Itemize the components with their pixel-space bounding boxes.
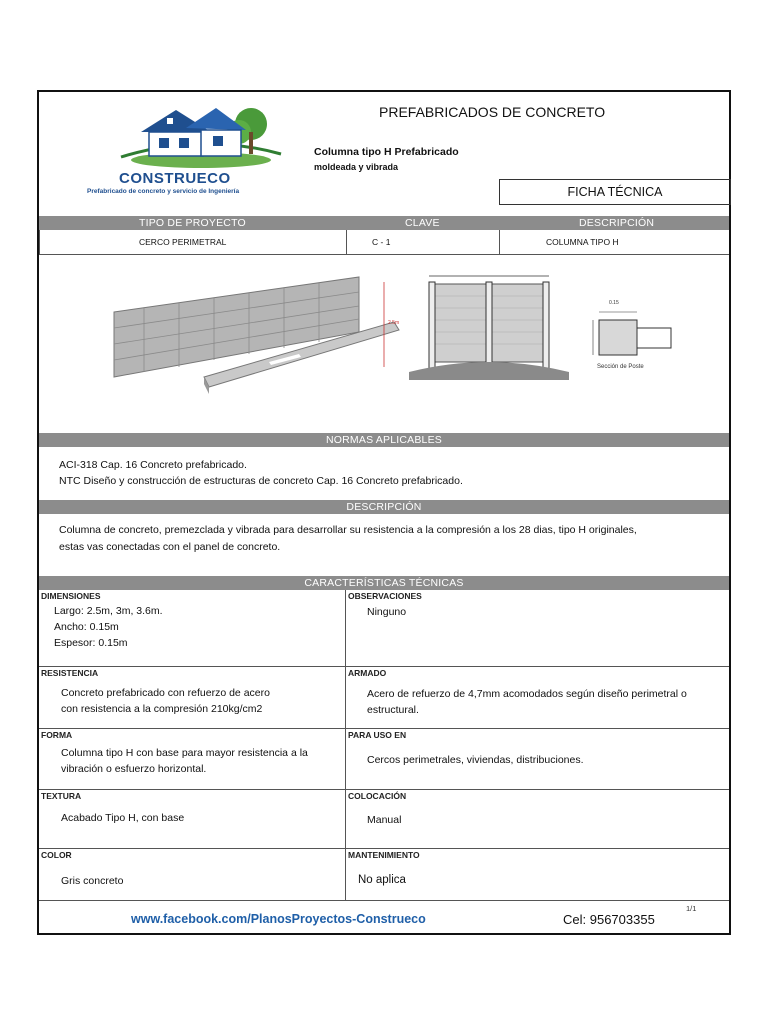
textura-value: Acabado Tipo H, con base — [61, 812, 185, 824]
observaciones-label: OBSERVACIONES — [348, 591, 422, 601]
dim-height-label: 2.5m — [388, 320, 400, 326]
product-name: Columna tipo H Prefabricado — [314, 146, 459, 158]
resistencia-line-2: con resistencia a la compresión 210kg/cm2 — [61, 703, 263, 715]
resistencia-line-1: Concreto prefabricado con refuerzo de acero — [61, 687, 270, 699]
logo-brand: CONSTRUECO — [119, 170, 231, 187]
forma-label: FORMA — [41, 730, 73, 740]
para-uso-label: PARA USO EN — [348, 730, 407, 740]
mantenimiento-label: MANTENIMIENTO — [348, 850, 420, 860]
page-number: 1/1 — [686, 904, 697, 913]
header-descripcion: DESCRIPCIÓN — [579, 217, 655, 229]
dim-ancho: Ancho: 0.15m — [54, 621, 119, 633]
colocacion-value: Manual — [367, 814, 402, 826]
dim-width-label: 0.15 — [609, 300, 619, 306]
product-subtitle: moldeada y vibrada — [314, 162, 399, 172]
project-table-header — [39, 216, 729, 230]
phone-number: Cel: 956703355 — [563, 912, 655, 927]
logo-tagline: Prefabricado de concreto y servicio de Ingeniería — [87, 188, 240, 195]
norma-line-1: ACI-318 Cap. 16 Concreto prefabricado. — [59, 459, 247, 471]
page-title: PREFABRICADOS DE CONCRETO — [379, 104, 606, 120]
descripcion-header: DESCRIPCIÓN — [39, 500, 729, 514]
header-tipo-proyecto: TIPO DE PROYECTO — [139, 217, 246, 229]
sheet-type: FICHA TÉCNICA — [567, 185, 663, 199]
observaciones-value: Ninguno — [367, 606, 407, 618]
color-label: COLOR — [41, 850, 72, 860]
house-logo-icon — [101, 102, 301, 172]
mantenimiento-value: No aplica — [358, 874, 406, 886]
armado-line-1: Acero de refuerzo de 4,7mm acomodados según diseño perimetral o — [367, 688, 687, 700]
caracteristicas-header: CARACTERÍSTICAS TÉCNICAS — [39, 576, 729, 590]
descripcion-line-1: Columna de concreto, premezclada y vibrada para desarrollar su resistencia a la compresión a los 28 dias, tipo H originales, — [59, 524, 637, 536]
sheet-type-box — [499, 179, 731, 205]
dimensiones-label: DIMENSIONES — [41, 591, 101, 601]
norma-line-2: NTC Diseño y construcción de estructuras de concreto Cap. 16 Concreto prefabricado. — [59, 475, 463, 487]
dim-largo: Largo: 2.5m, 3m, 3.6m. — [54, 605, 163, 617]
company-logo — [87, 102, 301, 197]
facebook-link[interactable]: www.facebook.com/PlanosProyectos-Construeco — [131, 912, 426, 926]
header-clave: CLAVE — [405, 217, 440, 229]
normas-header: NORMAS APLICABLES — [39, 433, 729, 447]
project-desc-value: COLUMNA TIPO H — [546, 237, 619, 247]
armado-line-2: estructural. — [367, 704, 419, 716]
textura-label: TEXTURA — [41, 791, 82, 801]
section-caption: Sección de Poste — [597, 364, 644, 370]
forma-line-1: Columna tipo H con base para mayor resistencia a la — [61, 747, 308, 759]
product-drawing — [109, 272, 689, 402]
color-value: Gris concreto — [61, 875, 124, 887]
technical-sheet — [37, 90, 731, 935]
forma-line-2: vibración o esfuerzo horizontal. — [61, 763, 207, 775]
descripcion-line-2: estas vas conectadas con el panel de concreto. — [59, 541, 281, 553]
project-type-value: CERCO PERIMETRAL — [139, 237, 227, 247]
wall-illustration — [109, 272, 689, 402]
resistencia-label: RESISTENCIA — [41, 668, 99, 678]
para-uso-value: Cercos perimetrales, viviendas, distribuciones. — [367, 754, 584, 766]
armado-label: ARMADO — [348, 668, 387, 678]
dim-espesor: Espesor: 0.15m — [54, 637, 128, 649]
project-code-value: C - 1 — [372, 237, 391, 247]
colocacion-label: COLOCACIÓN — [348, 791, 407, 801]
